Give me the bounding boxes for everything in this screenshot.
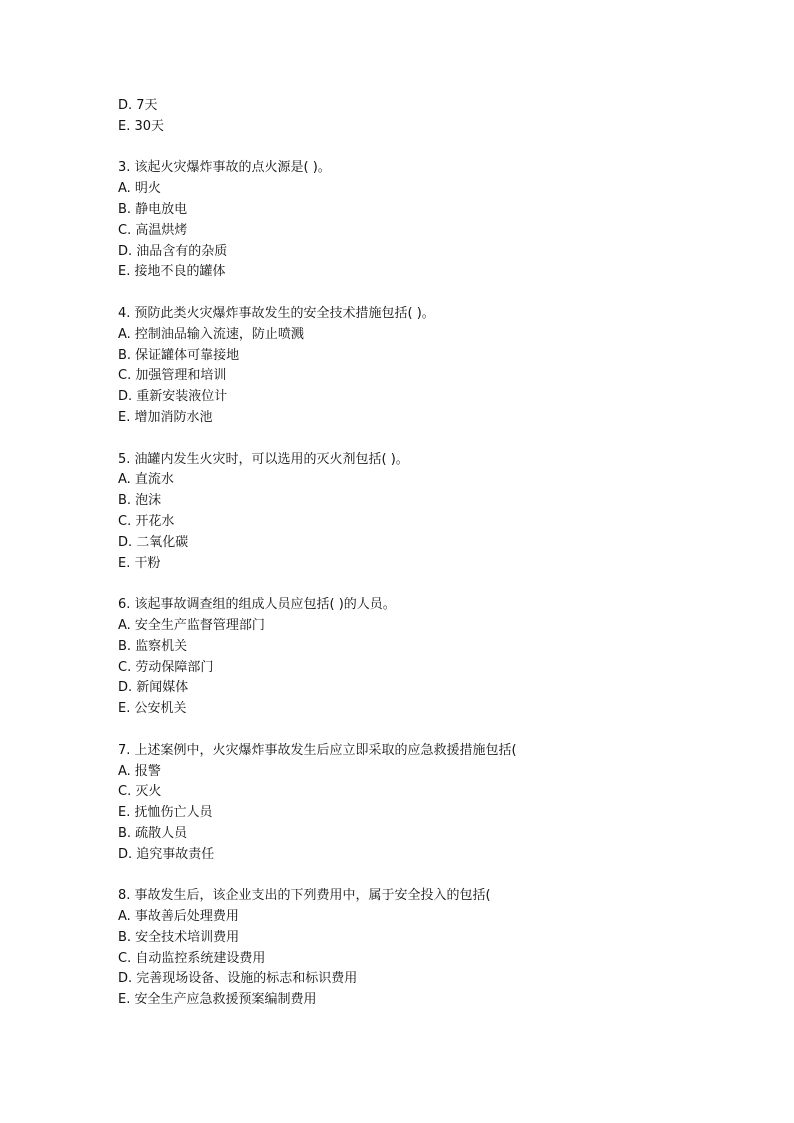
question-5: 5. 油罐内发生火灾时，可以选用的灭火剂包括( )。 xyxy=(118,451,409,467)
option-line: B. 安全技术培训费用 xyxy=(118,929,240,945)
option-line: D. 重新安装液位计 xyxy=(118,389,228,405)
spacer xyxy=(118,429,758,450)
option-line: E. 干粉 xyxy=(118,555,161,571)
option-line: B. 静电放电 xyxy=(118,201,188,217)
question-7: 7. 上述案例中，火灾爆炸事故发生后应立即采取的应急救援措施包括( xyxy=(118,742,517,758)
option-line: A. 控制油品输入流速，防止喷溅 xyxy=(118,326,304,342)
option-line: E. 接地不良的罐体 xyxy=(118,264,226,280)
option-line: A. 报警 xyxy=(118,763,161,779)
option-line: B. 疏散人员 xyxy=(118,825,188,841)
option-line: D. 油品含有的杂质 xyxy=(118,243,228,259)
option-line: D. 追究事故责任 xyxy=(118,846,215,862)
option-line: E. 安全生产应急救援预案编制费用 xyxy=(118,992,317,1008)
option-line: C. 加强管理和培训 xyxy=(118,368,227,384)
option-line: E. 30天 xyxy=(118,118,165,134)
option-line: C. 自动监控系统建设费用 xyxy=(118,950,266,966)
option-line: E. 增加消防水池 xyxy=(118,409,213,425)
option-line: B. 监察机关 xyxy=(118,638,188,654)
question-6: 6. 该起事故调查组的组成人员应包括( )的人员。 xyxy=(118,597,396,613)
question-4: 4. 预防此类火灾爆炸事故发生的安全技术措施包括( )。 xyxy=(118,305,435,321)
option-line: B. 泡沫 xyxy=(118,493,162,509)
spacer xyxy=(118,865,758,886)
option-line: E. 公安机关 xyxy=(118,701,187,717)
spacer xyxy=(118,138,758,159)
option-line: A. 事故善后处理费用 xyxy=(118,909,239,925)
option-line: D. 7天 xyxy=(118,98,158,113)
question-3: 3. 该起火灾爆炸事故的点火源是( )。 xyxy=(118,160,331,176)
spacer xyxy=(118,720,758,741)
option-line: A. 安全生产监督管理部门 xyxy=(118,617,265,633)
option-line: C. 开花水 xyxy=(118,513,175,529)
spacer xyxy=(118,574,758,595)
option-line: D. 二氧化碳 xyxy=(118,534,189,550)
option-line: E. 抚恤伤亡人员 xyxy=(118,805,213,821)
option-line: D. 完善现场设备、设施的标志和标识费用 xyxy=(118,971,358,987)
question-8: 8. 事故发生后，该企业支出的下列费用中，属于安全投入的包括( xyxy=(118,888,491,904)
option-line: C. 灭火 xyxy=(118,784,162,800)
option-line: C. 劳动保障部门 xyxy=(118,659,214,675)
option-line: A. 明火 xyxy=(118,181,161,197)
option-line: D. 新闻媒体 xyxy=(118,680,189,696)
spacer xyxy=(118,283,758,304)
option-line: A. 直流水 xyxy=(118,472,174,488)
document-body xyxy=(118,96,758,1011)
option-line: B. 保证罐体可靠接地 xyxy=(118,347,240,363)
option-line: C. 高温烘烤 xyxy=(118,222,188,238)
